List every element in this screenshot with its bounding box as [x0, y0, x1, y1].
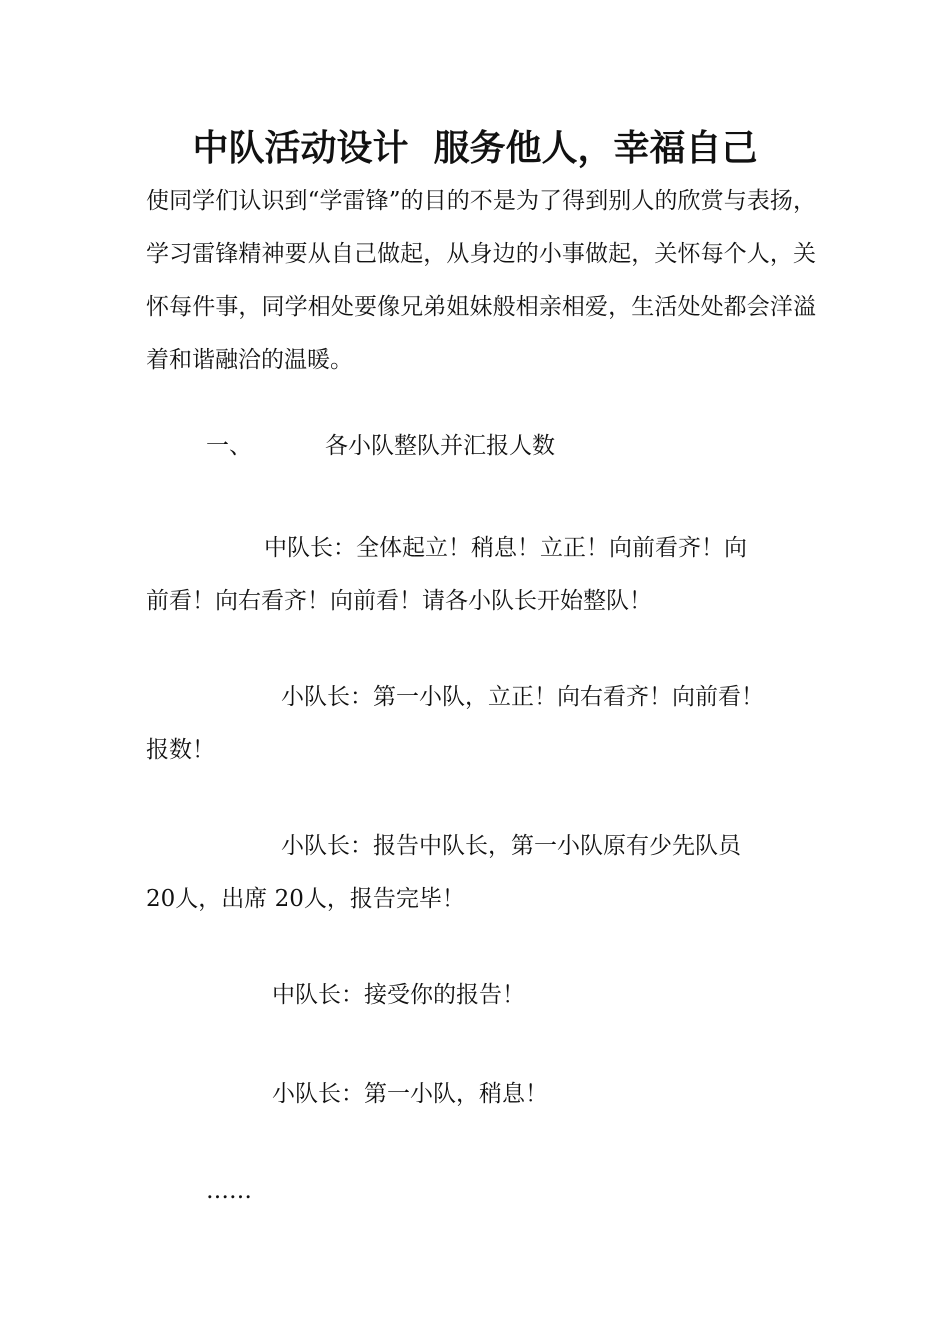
document-title: 中队活动设计 服务他人，幸福自己 [192, 128, 758, 169]
dialogue-line-1-part-1: 中队长：全体起立！稍息！立正！向前看齐！向 [264, 535, 747, 561]
dialogue-line-1 [146, 522, 826, 628]
dialogue-line-5: 小队长：第一小队，稍息！ [272, 1081, 548, 1107]
dialogue-line-4: 中队长：接受你的报告！ [272, 982, 525, 1008]
ellipsis: …… [206, 1178, 252, 1204]
dialogue-line-3-part-1: 小队长：报告中队长，第一小队原有少先队员 [281, 833, 741, 859]
section-heading: 各小队整队并汇报人数 [325, 433, 555, 459]
dialogue-line-3 [146, 820, 826, 926]
dialogue-line-2-part-1: 小队长：第一小队，立正！向右看齐！向前看！ [281, 684, 764, 710]
dialogue-line-2 [146, 671, 826, 777]
dialogue-line-3-part-2: 20人，出席 20人，报告完毕！ [146, 886, 465, 912]
intro-paragraph: 使同学们认识到“学雷锋”的目的不是为了得到别人的欣赏与表扬，学习雷锋精神要从自己做起，从身边的小事做起，关怀每个人，关怀每件事，同学相处要像兄弟姐妹般相亲相爱，生活处处都会洋溢着和谐融洽的温暖。 [146, 188, 816, 373]
dialogue-line-1-part-2: 前看！向右看齐！向前看！请各小队长开始整队！ [146, 588, 652, 614]
section-number: 一、 [206, 433, 252, 459]
dialogue-line-2-part-2: 报数！ [146, 737, 215, 763]
